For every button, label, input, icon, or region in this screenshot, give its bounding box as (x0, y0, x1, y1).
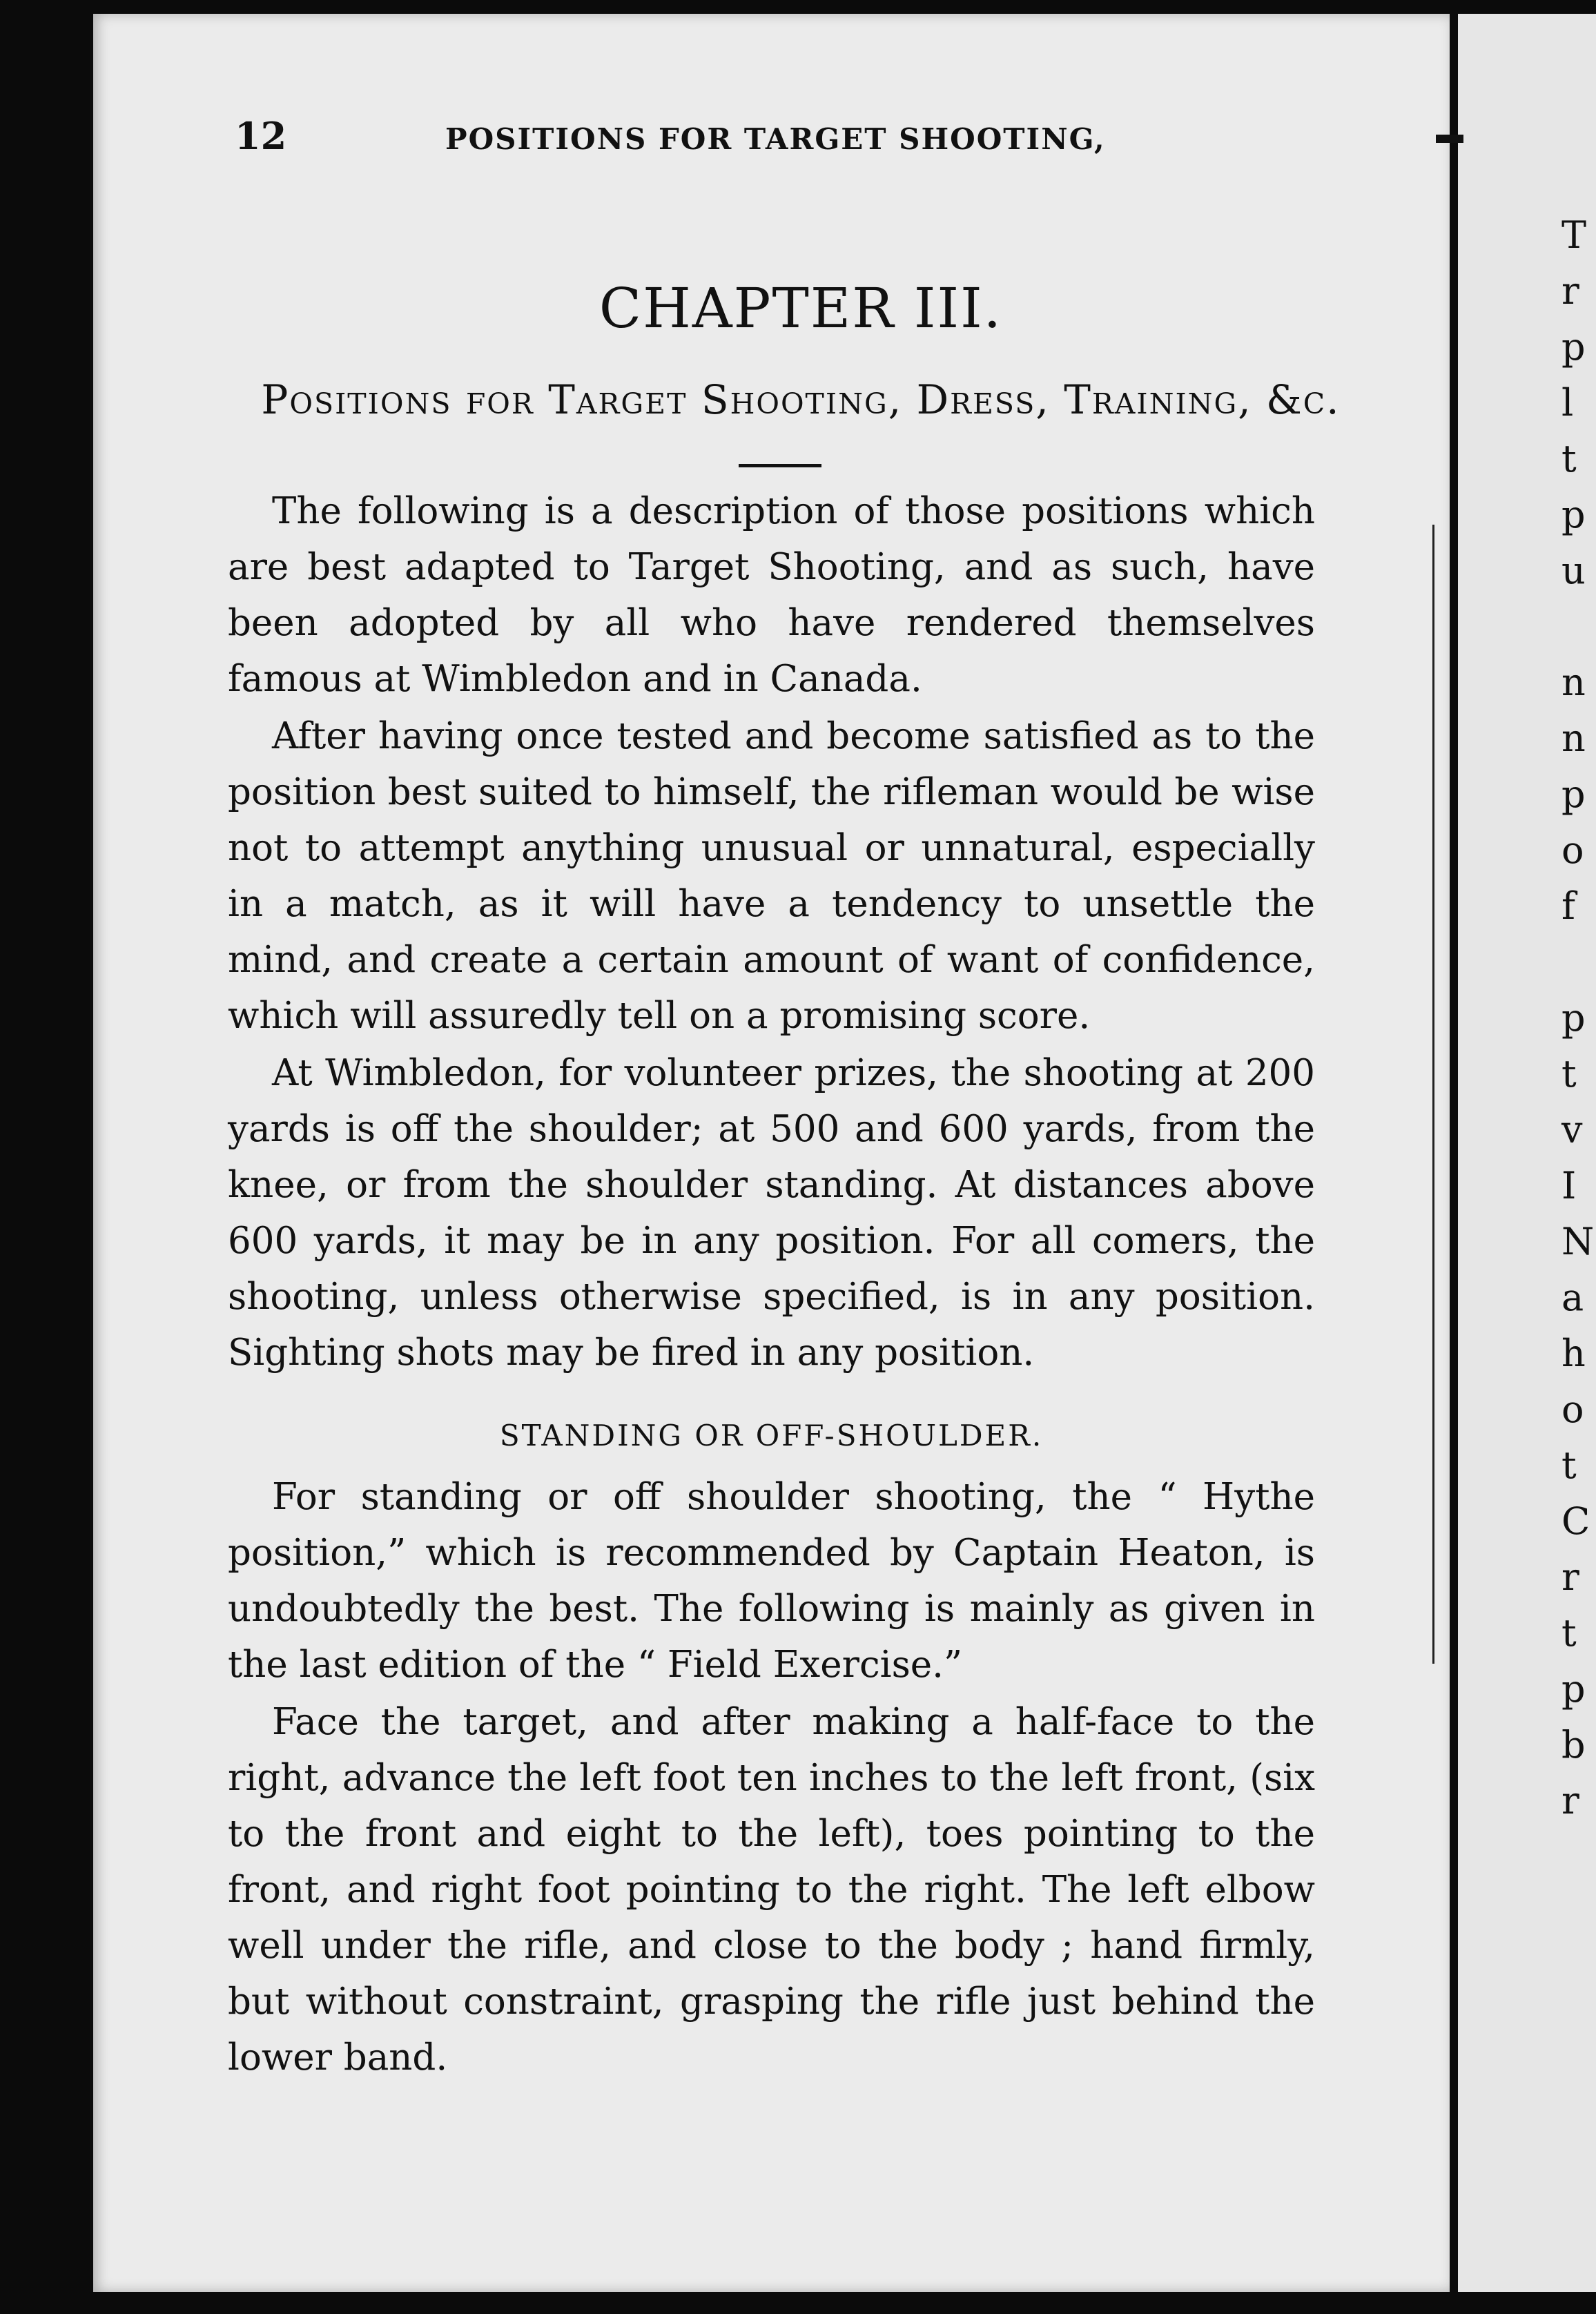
paragraph: The following is a description of those positions which are best adapted to Target Shooting, and as such, have been adopted by all who have rendered themselves famous at Wimbledon and in Canada. (228, 490, 1315, 700)
facing-page-letter: C (1561, 1499, 1590, 1543)
paragraph: After having once tested and become satisfied as to the position best suited to himself, the rifleman would be wise not to attempt anything unusual or unnatural, especially in a match, as it will have a tendency to unsettle the mind, and create a certain amount of want of confidence, which will assuredly tell on a promising score. (228, 715, 1315, 1037)
facing-page-letter: o (1561, 828, 1584, 872)
facing-page-letter: a (1561, 1276, 1584, 1319)
chapter-title: CHAPTER III. (598, 276, 1003, 340)
facing-page-letter: N (1561, 1220, 1595, 1263)
header-dash (1436, 135, 1463, 143)
facing-page-letter: n (1561, 661, 1586, 704)
facing-page-letter: r (1561, 1779, 1579, 1822)
facing-page-letter: r (1561, 269, 1579, 313)
running-head: POSITIONS FOR TARGET SHOOTING, (445, 122, 1106, 156)
page-header (235, 114, 1367, 169)
facing-page-letter: h (1561, 1332, 1586, 1375)
title-rule (739, 464, 821, 467)
facing-page-letter: o (1561, 1388, 1584, 1431)
section-heading: STANDING OR OFF-SHOULDER. (499, 1419, 1044, 1452)
facing-page-letter: t (1561, 1611, 1577, 1655)
facing-page-letter: p (1561, 996, 1586, 1040)
facing-page-letter (1561, 599, 1589, 654)
facing-page-letter: T (1561, 213, 1587, 257)
chapter-subtitle: Positions for Target Shooting, Dress, Training, &c. (261, 376, 1341, 423)
facing-page-letter: u (1561, 549, 1586, 592)
paragraph: Face the target, and after making a half-face to the right, advance the left foot ten inches to the left front, (six to the front and eight to the left), toes pointing to the front, and right foot pointing to the right. The left elbow well under the rifle, and close to the body ; hand firmly, but without constraint, grasping the rifle just behind the lower band. (228, 1701, 1315, 2079)
facing-page-letter: p (1561, 772, 1586, 816)
facing-page-letter: I (1561, 1164, 1577, 1207)
facing-page-letter: t (1561, 437, 1577, 480)
facing-page-letter: t (1561, 1052, 1577, 1096)
facing-page-letter: l (1561, 381, 1574, 425)
facing-page-letter (1561, 934, 1589, 990)
facing-page-letter: p (1561, 1667, 1586, 1711)
facing-page-letter: f (1561, 884, 1575, 928)
body-text (228, 483, 1315, 2087)
facing-page-letter: b (1561, 1723, 1586, 1767)
facing-page-letter: r (1561, 1555, 1579, 1599)
paragraph: For standing or off shoulder shooting, the “ Hythe position,” which is recommended by Captain Heaton, is undoubtedly the best. The following is mainly as given in the last edition of the “ Field Exercise.” (228, 1476, 1315, 1686)
facing-page-letter: t (1561, 1443, 1577, 1487)
page-number: 12 (235, 114, 287, 158)
facing-page-letter: n (1561, 717, 1586, 760)
gutter-line (1432, 525, 1434, 1664)
facing-page-letter: v (1561, 1108, 1583, 1151)
facing-page-letter: p (1561, 325, 1586, 369)
facing-page-fragments (1561, 207, 1595, 1829)
paragraph: At Wimbledon, for volunteer prizes, the shooting at 200 yards is off the shoulder; at 500 and 600 yards, from the knee, or from the shoulder standing. At distances above 600 yards, it may be in any position. For all comers, the shooting, unless otherwise specified, is in any position. Sighting shots may be fired in any position. (228, 1052, 1315, 1374)
facing-page-letter: p (1561, 493, 1586, 536)
